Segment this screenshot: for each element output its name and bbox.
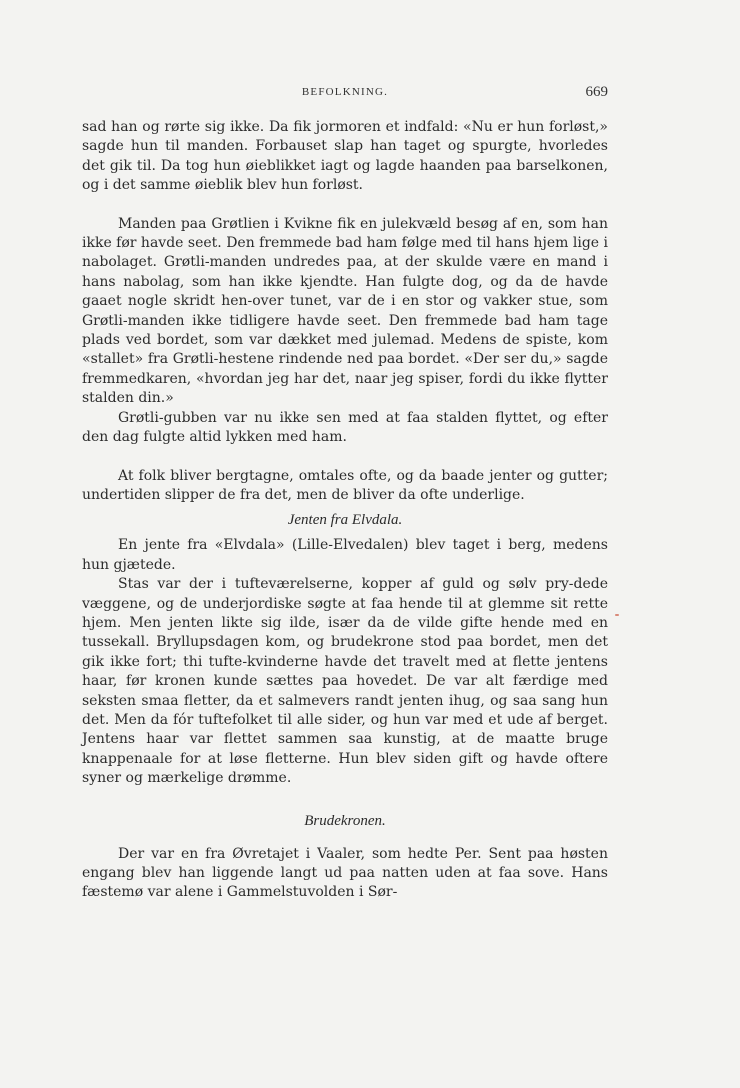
section-heading-jenten: Jenten fra Elvdala. — [287, 512, 403, 529]
print-speck — [615, 614, 619, 616]
running-head — [82, 86, 608, 104]
paragraph-grotlien: Manden paa Grøtlien i Kvikne fik en julekvæld besøg af en, som han ikke før havde seet. Den fremmede bad ham følge med til hans hjem lige i nabolaget. Grøtli-manden undredes paa, at der skulde være en mand i hans nabolag, som han ikke kjendte. Han fulgte dog, og da de havde gaaet nogle skridt hen-over tunet, var de i en stor og vakker stue, som Grøtli-manden ikke tidligere havde seet. Den fremmede bad ham tage plads ved bordet, som var dækket med julemad. Medens de spiste, kom «stallet» fra Grøtli-hestene rindende ned paa bordet. «Der ser du,» sagde fremmedkaren, «hvordan jeg har det, naar jeg spiser, fordi du ikke flytter stalden din.» — [82, 215, 608, 407]
paragraph-elvdala-story: Stas var der i tufteværelserne, kopper af guld og sølv pry-dede væggene, og de underjordiske søgte at faa hende til at glemme sit rette hjem. Men jenten likte sig ilde, især da de vilde gifte hende med en tussekall. Bryllupsdagen kom, og brudekrone stod paa bordet, men det gik ikke fort; thi tufte-kvinderne havde det travelt med at flette jentens haar, før kronen kunde sættes paa hovedet. De var alt færdige med seksten smaa fletter, da et salmevers randt jenten ihug, og saa sang hun det. Men da fór tuftefolket til alle sider, og hun var med et ude af berget. Jentens haar var flettet sammen saa kunstig, at de maatte bruge knappenaale for at løse fletterne. Hun blev siden gift og havde oftere syner og mærkelige drømme. — [82, 576, 608, 787]
section-heading-brudekronen: Brudekronen. — [304, 812, 386, 829]
page-number: 669 — [585, 84, 608, 100]
paragraph-continuation: sad han og rørte sig ikke. Da fik jormoren et indfald: «Nu er hun forløst,» sagde hun til manden. Forbauset slap han taget og spurgte, hvorledes det gik til. Da tog hun øieblikket iagt og lagde haanden paa barselkonen, og i det samme øieblik blev hun forløst. — [82, 119, 608, 194]
paragraph-bergtagne: At folk bliver bergtagne, omtales ofte, og da baade jenter og gutter; undertiden slipper de fra det, men de bliver da ofte underlige. — [82, 467, 608, 503]
running-title: BEFOLKNING. — [301, 86, 389, 98]
body-text — [82, 118, 608, 903]
paragraph-grotli-gubben: Grøtli-gubben var nu ikke sen med at faa stalden flyttet, og efter den dag fulgte altid lykken med ham. — [82, 409, 608, 446]
paragraph-brudekronen: Der var en fra Øvretajet i Vaaler, som hedte Per. Sent paa høsten engang blev han liggende langt ud paa natten uden at faa sove. Hans fæstemø var alene i Gammelstuvolden i Sør- — [82, 845, 608, 901]
paragraph-elvdala-intro: En jente fra «Elvdala» (Lille-Elvedalen) blev taget i berg, medens hun gjætede. — [82, 537, 608, 573]
